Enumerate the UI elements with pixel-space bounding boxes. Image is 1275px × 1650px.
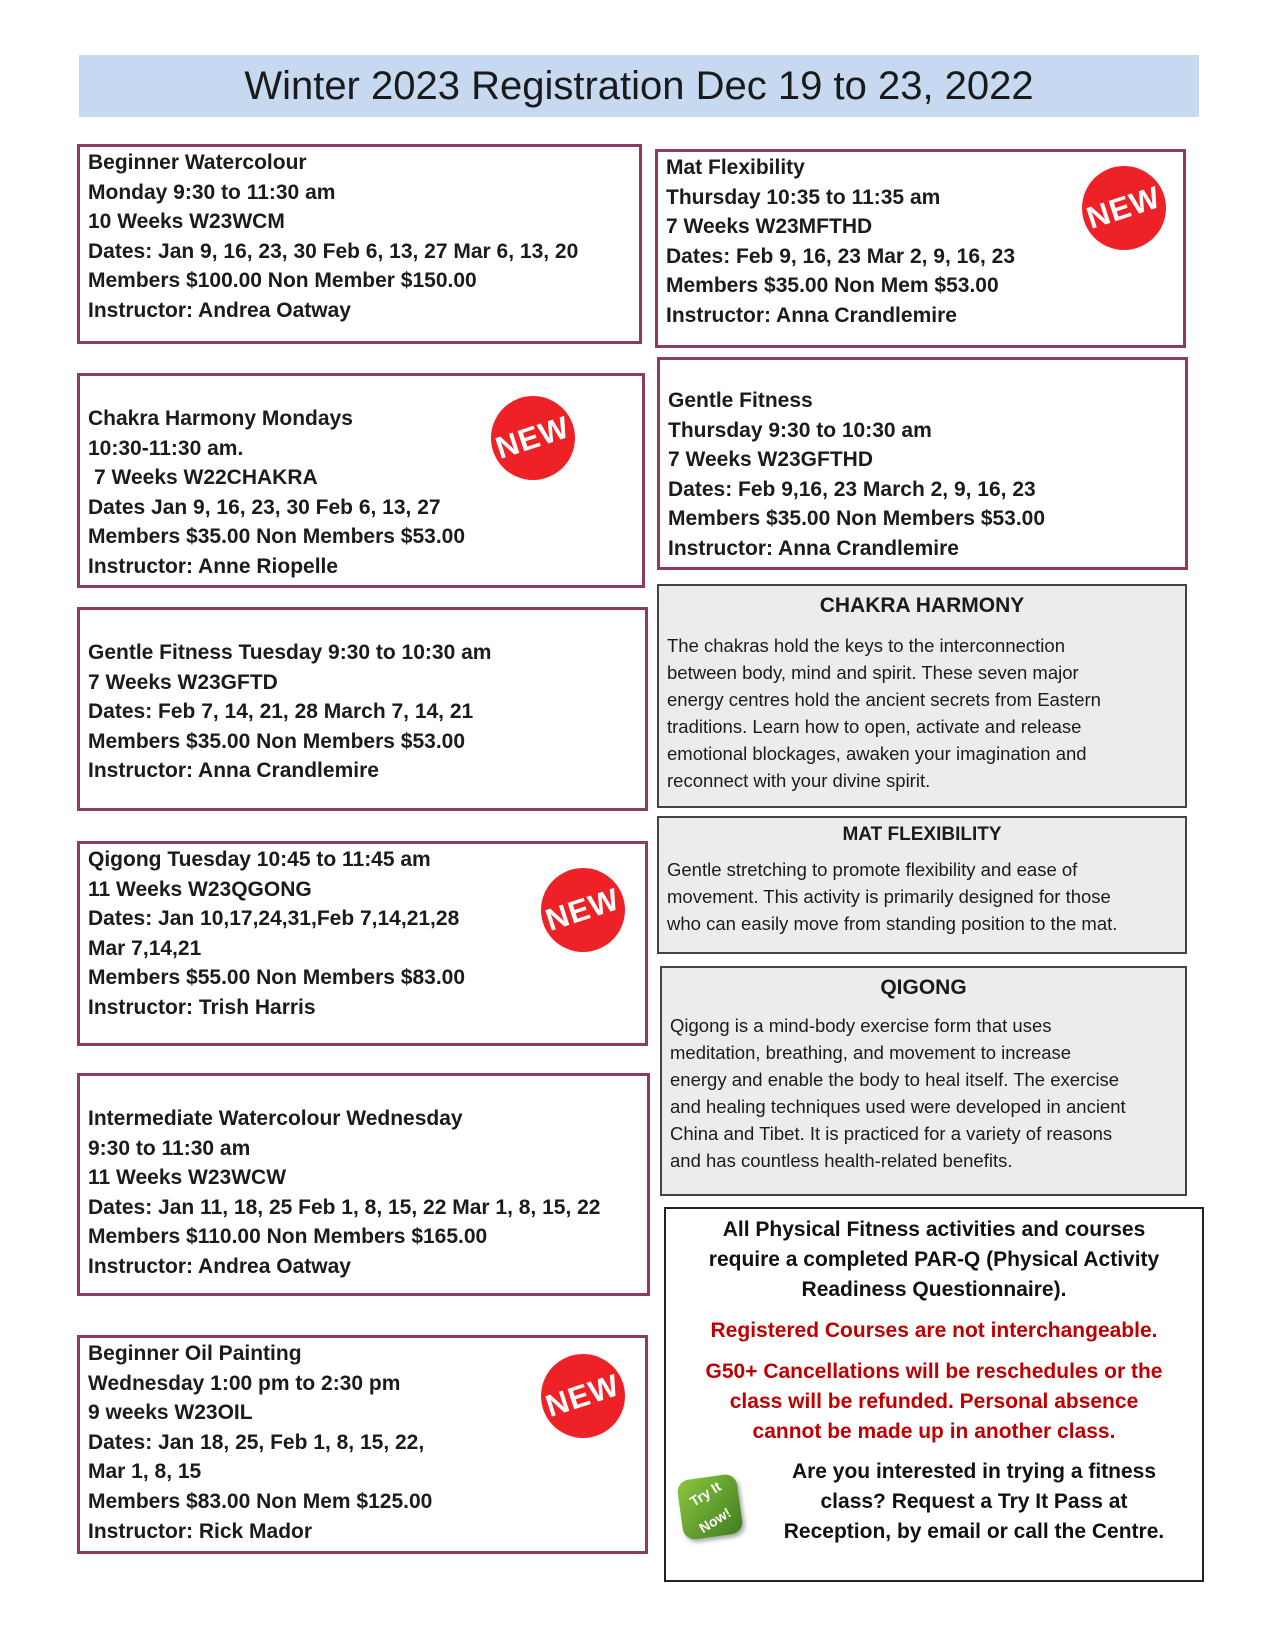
new-badge bbox=[491, 396, 575, 480]
new-badge bbox=[1082, 166, 1166, 250]
cancellation-line: G50+ Cancellations will be reschedules or the bbox=[705, 1360, 1163, 1383]
description-title: QIGONG bbox=[880, 976, 967, 999]
course-fees: Members $83.00 Non Mem $125.00 bbox=[88, 1489, 433, 1513]
course-weeks-code: 7 Weeks W22CHAKRA bbox=[94, 466, 318, 490]
parq-line: Readiness Questionnaire). bbox=[801, 1278, 1067, 1301]
course-instructor: Instructor: Anna Crandlemire bbox=[668, 536, 959, 560]
course-instructor: Instructor: Andrea Oatway bbox=[88, 298, 351, 322]
new-badge-label: NEW bbox=[541, 881, 625, 938]
course-fees: Members $110.00 Non Members $165.00 bbox=[88, 1225, 488, 1249]
course-beginner-oil-painting bbox=[77, 1335, 648, 1554]
description-line: The chakras hold the keys to the interconnection bbox=[667, 635, 1065, 656]
page-title: Winter 2023 Registration Dec 19 to 23, 2022 bbox=[244, 63, 1034, 108]
course-title: Mat Flexibility bbox=[666, 156, 805, 179]
try-it-sticker-text: Try It bbox=[686, 1478, 724, 1510]
course-dates: Dates: Feb 7, 14, 21, 28 March 7, 14, 21 bbox=[88, 700, 474, 724]
description-line: meditation, breathing, and movement to increase bbox=[670, 1042, 1072, 1063]
course-weeks-code: 9 weeks W23OIL bbox=[88, 1401, 253, 1425]
try-it-line: Are you interested in trying a fitness bbox=[791, 1460, 1157, 1483]
course-instructor: Instructor: Trish Harris bbox=[88, 995, 316, 1019]
description-line: China and Tibet. It is practiced for a variety of reasons bbox=[670, 1123, 1113, 1144]
cancellation-policy bbox=[666, 1357, 1202, 1447]
course-dates: Dates: Jan 18, 25, Feb 1, 8, 15, 22, bbox=[88, 1430, 425, 1454]
new-badge bbox=[541, 868, 625, 952]
course-fees: Members $35.00 Non Members $53.00 bbox=[88, 729, 466, 753]
course-weeks-code: 7 Weeks W23MFTHD bbox=[666, 215, 873, 239]
mat-flexibility-description-box bbox=[657, 816, 1187, 954]
description-line: energy and enable the body to heal itself. The exercise bbox=[670, 1069, 1120, 1090]
description-line: between body, mind and spirit. These seven major bbox=[667, 662, 1079, 683]
course-weeks-code: 7 Weeks W23GFTHD bbox=[668, 448, 874, 472]
description-line: who can easily move from standing position to the mat. bbox=[667, 913, 1118, 934]
description-line: movement. This activity is primarily designed for those bbox=[667, 886, 1111, 907]
cancellation-line: cannot be made up in another class. bbox=[752, 1420, 1116, 1443]
course-dates: Dates Jan 9, 16, 23, 30 Feb 6, 13, 27 bbox=[88, 495, 441, 519]
cancellation-line: class will be refunded. Personal absence bbox=[729, 1390, 1139, 1413]
course-dates-cont: Mar 7,14,21 bbox=[88, 936, 202, 960]
try-it-line: class? Request a Try It Pass at bbox=[820, 1490, 1128, 1513]
course-dates-cont: Mar 1, 8, 15 bbox=[88, 1460, 202, 1484]
new-badge bbox=[541, 1354, 625, 1438]
course-dates: Dates: Feb 9,16, 23 March 2, 9, 16, 23 bbox=[668, 477, 1036, 501]
course-dates: Dates: Jan 10,17,24,31,Feb 7,14,21,28 bbox=[88, 907, 460, 931]
new-badge-label: NEW bbox=[541, 1367, 625, 1424]
course-instructor: Instructor: Anna Crandlemire bbox=[88, 759, 379, 783]
parq-requirement bbox=[666, 1215, 1202, 1305]
course-schedule: Wednesday 1:00 pm to 2:30 pm bbox=[88, 1371, 401, 1395]
course-mat-flexibility bbox=[655, 149, 1186, 348]
course-instructor: Instructor: Anna Crandlemire bbox=[666, 303, 957, 327]
course-fees: Members $35.00 Non Members $53.00 bbox=[88, 525, 466, 549]
title-banner bbox=[79, 55, 1199, 117]
description-line: emotional blockages, awaken your imagination and bbox=[667, 743, 1087, 764]
course-schedule: Monday 9:30 to 11:30 am bbox=[88, 180, 336, 204]
try-it-sticker-text: Now! bbox=[696, 1504, 734, 1537]
description-line: Qigong is a mind-body exercise form that uses bbox=[670, 1015, 1052, 1036]
course-fees: Members $100.00 Non Member $150.00 bbox=[88, 269, 477, 293]
course-title: Beginner Watercolour bbox=[88, 151, 307, 174]
course-title: Qigong Tuesday 10:45 to 11:45 am bbox=[88, 848, 431, 871]
course-weeks-code: 10 Weeks W23WCM bbox=[88, 210, 285, 234]
course-title: Intermediate Watercolour Wednesday bbox=[88, 1107, 463, 1130]
course-weeks-code: 11 Weeks W23QGONG bbox=[88, 877, 312, 901]
try-it-pass-info bbox=[666, 1457, 1202, 1547]
course-qigong bbox=[77, 841, 648, 1046]
course-weeks-code: 11 Weeks W23WCW bbox=[88, 1166, 287, 1190]
course-instructor: Instructor: Rick Mador bbox=[88, 1519, 313, 1543]
new-badge-label: NEW bbox=[491, 409, 575, 466]
try-it-line: Reception, by email or call the Centre. bbox=[783, 1520, 1165, 1543]
chakra-description-box bbox=[657, 584, 1187, 808]
course-fees: Members $35.00 Non Mem $53.00 bbox=[666, 274, 999, 298]
new-badge-label: NEW bbox=[1082, 179, 1166, 236]
course-fees: Members $55.00 Non Members $83.00 bbox=[88, 966, 466, 990]
course-intermediate-watercolour bbox=[77, 1073, 650, 1296]
course-instructor: Instructor: Anne Riopelle bbox=[88, 554, 339, 578]
course-fees: Members $35.00 Non Members $53.00 bbox=[668, 507, 1046, 531]
course-title: Gentle Fitness bbox=[668, 389, 813, 412]
course-gentle-fitness-thursday bbox=[657, 357, 1188, 570]
description-line: and healing techniques used were developed in ancient bbox=[670, 1096, 1126, 1117]
course-title: Beginner Oil Painting bbox=[88, 1342, 302, 1365]
course-schedule: Thursday 9:30 to 10:30 am bbox=[668, 418, 932, 442]
course-chakra-harmony bbox=[77, 373, 645, 588]
parq-line: require a completed PAR-Q (Physical Activity bbox=[708, 1248, 1160, 1271]
description-line: and has countless health-related benefits. bbox=[670, 1150, 1013, 1171]
description-title: MAT FLEXIBILITY bbox=[842, 824, 1002, 845]
course-beginner-watercolour bbox=[77, 144, 642, 344]
qigong-description-box bbox=[660, 966, 1187, 1196]
course-dates: Dates: Jan 9, 16, 23, 30 Feb 6, 13, 27 Mar 6, 13, 20 bbox=[88, 239, 579, 263]
course-schedule: 9:30 to 11:30 am bbox=[88, 1136, 251, 1160]
course-instructor: Instructor: Andrea Oatway bbox=[88, 1254, 351, 1278]
course-dates: Dates: Feb 9, 16, 23 Mar 2, 9, 16, 23 bbox=[666, 244, 1016, 268]
description-line: traditions. Learn how to open, activate and release bbox=[667, 716, 1082, 737]
not-interchangeable-notice: Registered Courses are not interchangeable. bbox=[710, 1319, 1158, 1342]
description-line: Gentle stretching to promote flexibility and ease of bbox=[667, 859, 1078, 880]
description-title: CHAKRA HARMONY bbox=[819, 594, 1025, 617]
course-gentle-fitness-tuesday bbox=[77, 607, 648, 811]
course-title: Chakra Harmony Mondays bbox=[88, 407, 353, 430]
course-schedule: Thursday 10:35 to 11:35 am bbox=[666, 185, 941, 209]
course-dates: Dates: Jan 11, 18, 25 Feb 1, 8, 15, 22 Mar 1, 8, 15, 22 bbox=[88, 1195, 601, 1219]
try-it-now-sticker-icon bbox=[676, 1473, 744, 1541]
parq-line: All Physical Fitness activities and courses bbox=[722, 1218, 1146, 1241]
description-line: energy centres hold the ancient secrets from Eastern bbox=[667, 689, 1101, 710]
description-line: reconnect with your divine spirit. bbox=[667, 770, 931, 791]
course-title: Gentle Fitness Tuesday 9:30 to 10:30 am bbox=[88, 641, 492, 664]
course-schedule: 10:30-11:30 am. bbox=[88, 436, 244, 460]
course-weeks-code: 7 Weeks W23GFTD bbox=[88, 670, 278, 694]
policy-notice-box bbox=[664, 1207, 1204, 1582]
